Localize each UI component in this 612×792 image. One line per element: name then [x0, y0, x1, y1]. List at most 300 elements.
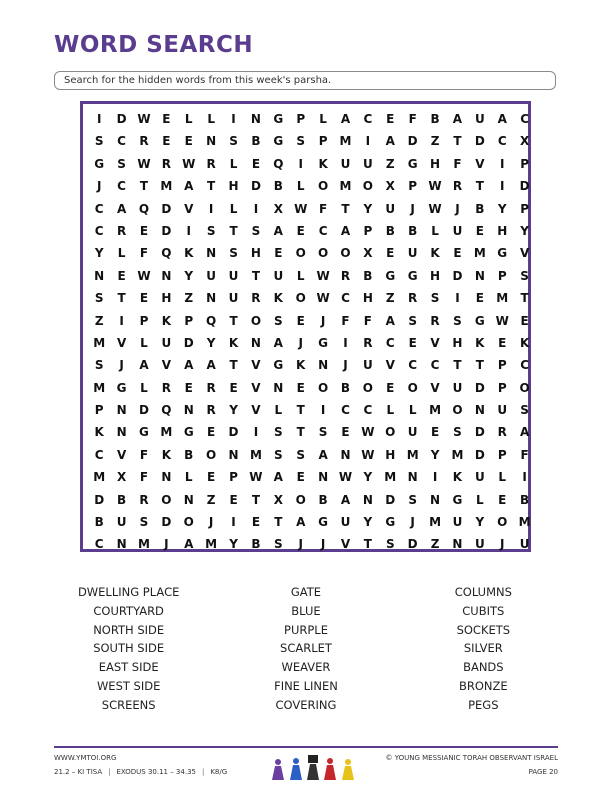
grid-letter: W — [182, 156, 196, 171]
grid-letter: I — [499, 156, 505, 171]
grid-letter: A — [296, 515, 306, 530]
grid-letter: S — [229, 134, 238, 149]
grid-letter: D — [519, 179, 530, 194]
grid-letter: U — [474, 537, 485, 552]
grid-letter: G — [318, 515, 329, 530]
grid-letter: N — [250, 335, 261, 350]
grid-letter: U — [363, 358, 373, 373]
grid-letter: D — [161, 201, 172, 216]
grid-letter: T — [453, 358, 462, 373]
grid-letter: J — [320, 537, 326, 552]
grid-letter: R — [206, 156, 216, 171]
grid-letter: E — [251, 515, 261, 530]
grid-letter: V — [430, 380, 440, 395]
grid-letter: W — [361, 425, 375, 440]
word-list-item: FINE LINEN — [274, 678, 338, 693]
grid-letter: V — [430, 335, 440, 350]
grid-letter: B — [520, 492, 530, 507]
grid-letter: O — [519, 380, 530, 395]
word-list-item: PEGS — [468, 697, 499, 712]
word-list-item: SILVER — [463, 641, 503, 656]
grid-letter: G — [273, 134, 284, 149]
grid-letter: Y — [206, 335, 216, 350]
grid-letter: T — [229, 313, 238, 328]
grid-letter: M — [93, 470, 106, 485]
grid-letter: C — [94, 201, 104, 216]
grid-letter: O — [318, 380, 329, 395]
grid-letter: N — [206, 134, 217, 149]
grid-letter: L — [296, 268, 305, 283]
grid-letter: R — [206, 403, 216, 418]
grid-letter: C — [94, 223, 104, 238]
word-list-item: NORTH SIDE — [93, 622, 165, 637]
grid-letter: E — [162, 112, 171, 126]
grid-letter: N — [161, 470, 172, 485]
grid-letter: G — [273, 112, 284, 126]
grid-letter: U — [497, 403, 508, 418]
grid-letter: G — [273, 358, 284, 373]
grid-letter: D — [183, 335, 194, 350]
grid-letter: V — [519, 246, 530, 261]
grid-letter: A — [497, 112, 507, 126]
grid-letter: P — [497, 380, 507, 395]
grid-letter: W — [137, 268, 151, 283]
footer-age: K8/G — [210, 768, 228, 776]
grid-letter: B — [363, 268, 373, 283]
footer-website: WWW.YMTOI.ORG — [54, 754, 117, 762]
grid-letter: R — [340, 268, 351, 283]
grid-letter: P — [408, 179, 418, 194]
grid-letter: V — [184, 201, 194, 216]
grid-letter: S — [318, 425, 328, 440]
grid-letter: D — [474, 134, 485, 149]
grid-letter: C — [341, 291, 350, 306]
grid-letter: B — [273, 179, 283, 194]
grid-letter: Y — [229, 403, 238, 418]
grid-letter: M — [160, 425, 173, 440]
grid-letter: E — [408, 335, 417, 350]
logo-figure-purple — [272, 759, 284, 780]
page-title: WORD SEARCH — [54, 32, 254, 58]
grid-letter: E — [184, 380, 193, 395]
grid-letter: E — [251, 156, 261, 171]
grid-letter: R — [452, 179, 463, 194]
grid-letter: J — [208, 515, 214, 530]
grid-letter: S — [94, 358, 104, 373]
word-list-item: GATE — [290, 585, 322, 599]
grid-letter: K — [519, 335, 530, 350]
grid-letter: G — [183, 425, 194, 440]
grid-letter: I — [208, 201, 214, 216]
grid-letter: T — [139, 179, 149, 194]
grid-letter: S — [296, 134, 306, 149]
grid-letter: L — [296, 179, 305, 194]
grid-letter: G — [318, 335, 329, 350]
grid-letter: I — [522, 470, 527, 485]
grid-letter: I — [96, 112, 102, 126]
grid-letter: S — [251, 223, 261, 238]
grid-letter: N — [161, 268, 172, 283]
grid-letter: F — [341, 313, 350, 328]
grid-letter: D — [94, 492, 105, 507]
grid-letter: X — [363, 246, 373, 261]
grid-letter: M — [138, 537, 150, 552]
grid-letter: N — [474, 403, 485, 418]
grid-letter: L — [229, 201, 238, 216]
grid-letter: D — [474, 380, 485, 395]
grid-letter: T — [475, 358, 484, 373]
grid-letter: M — [339, 179, 352, 194]
grid-letter: N — [206, 246, 217, 261]
grid-letter: U — [519, 537, 530, 552]
grid-letter: G — [452, 492, 463, 507]
grid-letter: E — [229, 380, 238, 395]
grid-letter: T — [475, 179, 484, 194]
grid-letter: F — [453, 156, 462, 171]
grid-letter: D — [385, 492, 396, 507]
grid-letter: Z — [206, 492, 216, 507]
grid-letter: V — [251, 403, 261, 418]
grid-letter: J — [455, 201, 460, 216]
grid-letter: J — [410, 201, 415, 216]
grid-letter: E — [475, 223, 484, 238]
grid-letter: F — [319, 201, 328, 216]
grid-letter: N — [94, 268, 105, 283]
grid-letter: N — [116, 425, 127, 440]
grid-letter: F — [363, 313, 372, 328]
grid-letter: D — [474, 425, 485, 440]
grid-letter: E — [229, 492, 238, 507]
grid-letter: V — [116, 335, 127, 350]
grid-letter: I — [455, 291, 460, 306]
grid-letter: P — [520, 156, 530, 171]
footer-parsha: 21.2 – KI TISA — [54, 768, 103, 776]
grid-letter: Q — [206, 313, 217, 328]
grid-letter: R — [139, 134, 149, 149]
grid-letter: A — [116, 201, 127, 216]
grid-letter: M — [205, 537, 218, 552]
logo-figure-red — [324, 758, 336, 780]
grid-letter: E — [207, 425, 216, 440]
grid-letter: A — [340, 112, 351, 126]
grid-letter: G — [116, 380, 127, 395]
grid-letter: S — [273, 447, 283, 462]
grid-letter: Y — [475, 515, 485, 530]
grid-letter: C — [363, 403, 373, 418]
grid-letter: U — [407, 246, 418, 261]
grid-letter: E — [296, 380, 305, 395]
grid-letter: U — [407, 425, 418, 440]
word-list-item: WEST SIDE — [96, 678, 161, 693]
grid-letter: D — [407, 134, 418, 149]
grid-letter: V — [385, 358, 395, 373]
word-list-item: SCARLET — [280, 641, 332, 656]
footer-copyright: © YOUNG MESSIANIC TORAH OBSERVANT ISRAEL — [385, 754, 558, 762]
grid-letter: E — [498, 335, 507, 350]
grid-letter: X — [519, 134, 530, 149]
grid-letter: U — [452, 515, 463, 530]
grid-letter: E — [274, 246, 283, 261]
grid-letter: F — [520, 447, 529, 462]
grid-letter: H — [385, 447, 396, 462]
grid-letter: M — [518, 515, 531, 530]
grid-letter: C — [497, 134, 507, 149]
grid-letter: U — [116, 515, 127, 530]
grid-letter: J — [298, 537, 303, 552]
grid-letter: M — [339, 134, 352, 149]
grid-letter: O — [295, 492, 306, 507]
grid-letter: T — [229, 223, 238, 238]
grid-letter: N — [183, 492, 194, 507]
grid-letter: Z — [430, 537, 440, 552]
grid-letter: Y — [520, 223, 529, 238]
grid-letter: E — [386, 380, 395, 395]
grid-letter: A — [340, 223, 351, 238]
grid-letter: U — [452, 380, 463, 395]
grid-letter: P — [229, 470, 238, 485]
grid-letter: B — [251, 537, 261, 552]
grid-letter: M — [384, 470, 397, 485]
grid-letter: K — [184, 246, 194, 261]
grid-letter: R — [408, 291, 418, 306]
grid-letter: N — [452, 537, 463, 552]
grid-letter: H — [250, 246, 261, 261]
grid-letter: S — [520, 403, 529, 418]
grid-letter: H — [430, 156, 441, 171]
grid-letter: Z — [430, 134, 440, 149]
grid-letter: M — [406, 447, 419, 462]
word-list-item: COURTYARD — [93, 603, 164, 618]
grid-letter: R — [161, 156, 171, 171]
word-list-item: CUBITS — [462, 603, 505, 618]
grid-letter: P — [497, 268, 507, 283]
word-list-item: COLUMNS — [454, 585, 512, 599]
grid-letter: M — [160, 179, 173, 194]
grid-letter: B — [408, 223, 418, 238]
grid-letter: D — [250, 179, 261, 194]
grid-letter: E — [296, 470, 305, 485]
grid-letter: O — [407, 380, 418, 395]
grid-letter: C — [94, 537, 104, 552]
grid-letter: L — [117, 246, 126, 261]
grid-letter: R — [116, 223, 127, 238]
grid-letter: J — [298, 335, 303, 350]
grid-letter: S — [408, 313, 417, 328]
grid-letter: W — [316, 268, 330, 283]
grid-letter: O — [318, 179, 329, 194]
grid-letter: K — [161, 313, 172, 328]
grid-letter: N — [318, 358, 329, 373]
grid-letter: P — [296, 112, 306, 126]
grid-letter: S — [453, 313, 462, 328]
word-list-item: PURPLE — [284, 622, 328, 637]
grid-letter: L — [140, 335, 148, 350]
grid-letter: E — [475, 291, 484, 306]
grid-letter: D — [116, 112, 127, 126]
grid-letter: H — [497, 223, 508, 238]
grid-letter: R — [206, 380, 216, 395]
grid-letter: V — [251, 380, 261, 395]
grid-letter: Y — [94, 246, 104, 261]
grid-letter: C — [318, 223, 328, 238]
grid-letter: G — [94, 156, 105, 171]
grid-letter: L — [431, 223, 439, 238]
grid-letter: J — [320, 313, 326, 328]
grid-letter: O — [183, 515, 194, 530]
grid-letter: O — [161, 492, 172, 507]
grid-letter: L — [274, 403, 283, 418]
logo-figure-blue — [290, 758, 302, 780]
grid-letter: Z — [94, 313, 104, 328]
grid-letter: A — [385, 313, 395, 328]
grid-letter: E — [520, 313, 529, 328]
grid-letter: E — [117, 268, 126, 283]
grid-letter: G — [407, 156, 418, 171]
grid-letter: U — [161, 335, 172, 350]
grid-letter: A — [273, 335, 283, 350]
footer-divider — [54, 746, 558, 748]
grid-letter: C — [520, 358, 530, 373]
grid-letter: N — [273, 380, 284, 395]
grid-letter: U — [474, 112, 485, 126]
grid-letter: Y — [430, 447, 440, 462]
grid-letter: L — [207, 112, 215, 126]
grid-letter: S — [385, 537, 395, 552]
grid-letter: H — [228, 179, 239, 194]
grid-letter: J — [410, 515, 415, 530]
grid-letter: P — [184, 313, 194, 328]
grid-letter: Z — [385, 156, 395, 171]
grid-letter: S — [408, 492, 417, 507]
grid-letter: Q — [161, 246, 172, 261]
grid-letter: N — [183, 403, 194, 418]
grid-letter: V — [251, 358, 261, 373]
grid-letter: P — [363, 223, 373, 238]
grid-letter: O — [295, 291, 306, 306]
grid-letter: B — [251, 134, 261, 149]
grid-letter: L — [229, 156, 238, 171]
grid-letter: H — [430, 268, 441, 283]
grid-letter: A — [340, 492, 351, 507]
instructions-box: Search for the hidden words from this week's parsha. — [54, 71, 556, 90]
grid-letter: I — [298, 156, 303, 171]
grid-letter: A — [139, 358, 149, 373]
grid-letter: M — [249, 447, 262, 462]
grid-letter: I — [119, 313, 124, 328]
grid-letter: D — [161, 515, 172, 530]
grid-letter: W — [249, 470, 263, 485]
grid-letter: L — [140, 380, 148, 395]
grid-letter: Y — [497, 201, 507, 216]
grid-letter: S — [273, 425, 283, 440]
grid-letter: I — [186, 223, 191, 238]
grid-letter: N — [340, 447, 351, 462]
grid-letter: N — [228, 447, 239, 462]
grid-letter: U — [340, 515, 351, 530]
grid-letter: W — [495, 313, 509, 328]
grid-letter: D — [407, 537, 418, 552]
grid-letter: G — [385, 515, 396, 530]
grid-letter: A — [452, 112, 463, 126]
grid-letter: Q — [161, 403, 172, 418]
grid-letter: G — [407, 268, 418, 283]
grid-letter: Z — [385, 291, 395, 306]
grid-letter: A — [273, 223, 283, 238]
grid-letter: A — [184, 179, 194, 194]
grid-letter: N — [362, 492, 373, 507]
grid-letter: C — [520, 112, 530, 126]
grid-letter: J — [119, 358, 124, 373]
grid-letter: A — [184, 358, 194, 373]
grid-letter: C — [341, 403, 350, 418]
word-list-item: BANDS — [463, 660, 504, 675]
grid-letter: M — [473, 246, 486, 261]
grid-letter: N — [206, 291, 217, 306]
grid-letter: B — [318, 492, 328, 507]
grid-letter: A — [184, 537, 194, 552]
grid-letter: L — [386, 403, 395, 418]
grid-letter: I — [231, 515, 236, 530]
grid-letter: Y — [229, 537, 238, 552]
grid-letter: S — [117, 156, 126, 171]
grid-letter: B — [430, 112, 440, 126]
grid-letter: O — [452, 403, 463, 418]
grid-letter: V — [475, 156, 485, 171]
grid-letter: M — [496, 291, 509, 306]
footer-reference: EXODUS 30.11 – 34.35 — [116, 768, 196, 776]
grid-letter: S — [94, 291, 104, 306]
grid-letter: N — [318, 470, 329, 485]
grid-letter: O — [362, 380, 373, 395]
grid-letter: U — [452, 223, 463, 238]
grid-letter: S — [296, 447, 306, 462]
grid-letter: O — [385, 425, 396, 440]
grid-letter: T — [453, 134, 462, 149]
grid-letter: G — [474, 313, 485, 328]
grid-letter: T — [251, 492, 261, 507]
grid-letter: S — [273, 537, 283, 552]
word-list-item: DWELLING PLACE — [77, 585, 180, 599]
grid-letter: L — [319, 112, 327, 126]
grid-letter: J — [343, 358, 348, 373]
grid-letter: B — [385, 223, 395, 238]
grid-letter: O — [362, 179, 373, 194]
grid-letter: E — [207, 470, 216, 485]
word-list-column — [217, 583, 394, 715]
grid-letter: C — [94, 447, 104, 462]
grid-letter: P — [318, 134, 328, 149]
grid-letter: M — [93, 335, 106, 350]
grid-letter: T — [229, 358, 238, 373]
grid-letter: N — [116, 537, 127, 552]
grid-letter: W — [294, 201, 308, 216]
grid-letter: E — [139, 291, 149, 306]
grid-letter: G — [497, 246, 508, 261]
word-list-item: COVERING — [275, 697, 337, 712]
grid-letter: A — [385, 134, 395, 149]
word-list-column — [40, 583, 217, 715]
grid-letter: T — [274, 515, 283, 530]
grid-letter: X — [116, 470, 127, 485]
grid-letter: F — [139, 470, 149, 485]
grid-letter: I — [253, 201, 259, 216]
grid-letter: P — [497, 358, 507, 373]
grid-letter: T — [296, 403, 305, 418]
grid-letter: J — [164, 537, 169, 552]
grid-letter: W — [338, 470, 353, 485]
grid-letter: R — [497, 425, 507, 440]
grid-letter: C — [117, 179, 126, 194]
